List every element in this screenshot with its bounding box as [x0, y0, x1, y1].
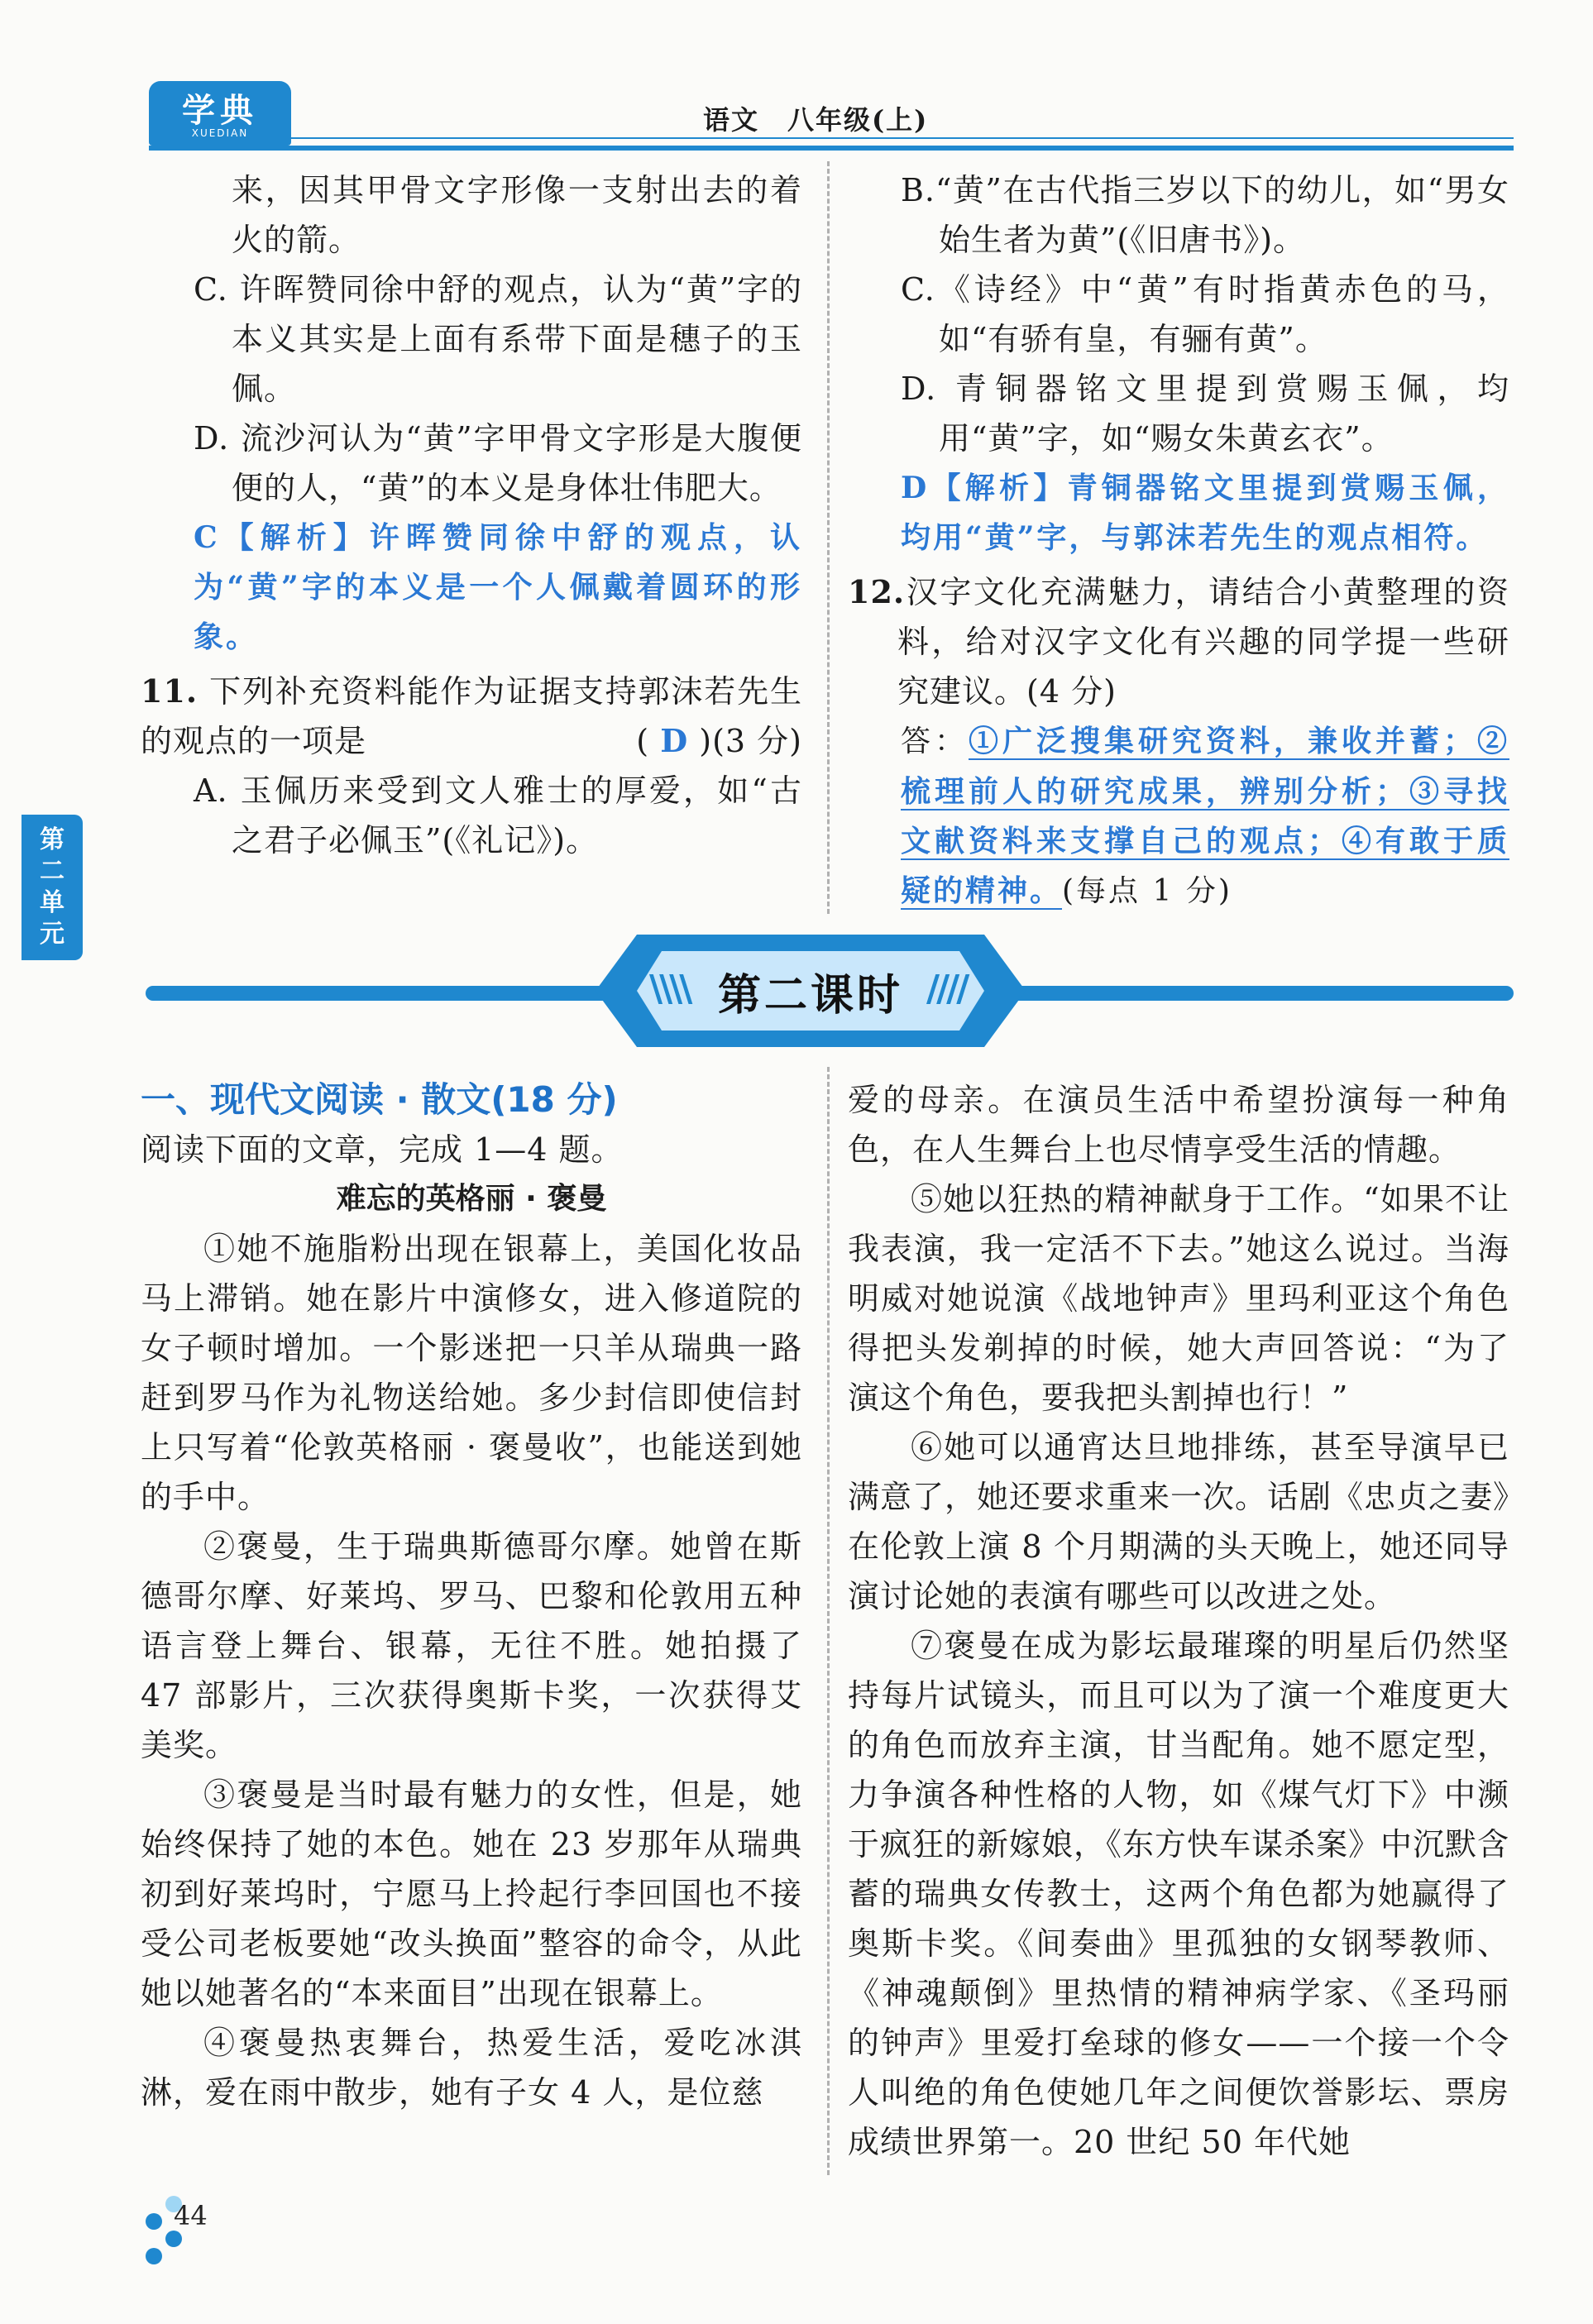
- page-number: 44: [174, 2200, 208, 2231]
- side-tab-char: 第: [40, 825, 65, 854]
- side-tab-char: 元: [40, 920, 65, 949]
- answer-explanation-11: D【解析】青铜器铭文里提到赏赐玉佩，均用“黄”字，与郭沫若先生的观点相符。: [901, 471, 1509, 555]
- score: )(3 分): [699, 723, 802, 759]
- article-paragraph-3: ③褒曼是当时最有魅力的女性，但是，她始终保持了她的本色。她在 23 岁那年从瑞典初到好莱坞时，宁愿马上拎起行李回国也不接受公司老板要她“改头换面”整容的命令，从此她以她著名的“本来面目”出现在银幕上。: [141, 1776, 802, 2011]
- continued-line: 来，因其甲骨文字形像一支射出去的着火的箭。: [232, 172, 802, 258]
- question-text: 汉字文化充满魅力，请结合小黄整理的资料，给对汉字文化有兴趣的同学提一些研究建议。(4 分): [897, 574, 1509, 710]
- column-divider: [827, 1067, 830, 2175]
- header-subject: 语文: [703, 104, 760, 136]
- option-d: D. 流沙河认为“黄”字甲骨文字形是大腹便便的人，“黄”的本义是身体壮伟肥大。: [194, 420, 802, 506]
- side-tab-char: 二: [40, 857, 65, 886]
- answer-letter: D: [660, 722, 689, 759]
- section-heading: 一、现代文阅读 · 散文(18 分): [141, 1079, 618, 1120]
- answer-text: ①广泛搜集研究资料，兼收并蓄；②梳理前人的研究成果，辨别分析；③寻找文献资料来支撑自己的观点；④有敢于质疑的精神。: [901, 724, 1509, 908]
- header-rule: [149, 146, 1514, 151]
- question-number: 11.: [141, 672, 199, 710]
- option-d: D. 青铜器铭文里提到赏赐玉佩，均用“黄”字，如“赐女朱黄玄衣”。: [901, 371, 1509, 457]
- header-grade: 八年级(上): [787, 104, 929, 136]
- option-c: C.《诗经》中“黄”有时指黄赤色的马，如“有骄有皇，有骊有黄”。: [901, 271, 1509, 357]
- top-right-column: [848, 165, 1509, 916]
- unit-side-tab: [22, 815, 83, 960]
- article-paragraph-6: ⑥她可以通宵达旦地排练，甚至导演早已满意了，她还要求重来一次。话剧《忠贞之妻》在伦敦上演 8 个月期满的头天晚上，她还同导演讨论她的表演有哪些可以改进之处。: [848, 1429, 1510, 1614]
- running-header: [703, 99, 928, 137]
- publisher-logo: [149, 81, 291, 146]
- article-paragraph-7: ⑦褒曼在成为影坛最璀璨的明星后仍然坚持每片试镜头，而且可以为了演一个难度更大的角色而放弃主演，甘当配角。她不愿定型，力争演各种性格的人物，如《煤气灯下》中濒于疯狂的新嫁娘，《东方快车谋杀案》中沉默含蓄的瑞典女传教士，这两个角色都为她赢得了奥斯卡奖。《间奏曲》里孤独的女钢琴教师、《神魂颠倒》里热情的精神病学家、《圣玛丽的钟声》里爱打垒球的修女——一个接一个令人叫绝的角色使她几年之间便饮誉影坛、票房成绩世界第一。20 世纪 50 年代她: [848, 1628, 1510, 2160]
- banner-decoration-right: ////: [926, 968, 967, 1010]
- question-text: 下列补充资料能作为证据支持郭沫若先生的观点的一项是: [141, 673, 802, 759]
- paren-open: (: [636, 723, 650, 759]
- article-title: 难忘的英格丽 · 褒曼: [336, 1182, 607, 1216]
- question-12: [848, 567, 1509, 716]
- article-paragraph-1: ①她不施脂粉出现在银幕上，美国化妆品马上滞销。她在影片中演修女，进入修道院的女子顿时增加。一个影迷把一只羊从瑞典一路赶到罗马作为礼物送给她。多少封信即使信封上只写着“伦敦英格丽 · 褒曼收”，也能送到她的手中。: [141, 1231, 802, 1515]
- question-number: 12.: [848, 573, 906, 610]
- banner-decoration-left: \\\\: [649, 968, 690, 1010]
- article-paragraph-4: ④褒曼热衷舞台，热爱生活，爱吃冰淇淋，爱在雨中散步，她有子女 4 人，是位慈: [141, 2025, 802, 2111]
- answer-blank: [636, 716, 802, 766]
- lesson-title: 第二课时: [717, 970, 903, 1021]
- answer-explanation-10: C【解析】许晖赞同徐中舒的观点，认为“黄”字的本义是一个人佩戴着圆环的形象。: [194, 520, 802, 654]
- article-paragraph-4-cont: 爱的母亲。在演员生活中希望扮演每一种角色，在人生舞台上也尽情享受生活的情趣。: [848, 1082, 1509, 1168]
- option-c: C. 许晖赞同徐中舒的观点，认为“黄”字的本义其实是上面有系带下面是穗子的玉佩。: [194, 271, 802, 407]
- article-paragraph-5: ⑤她以狂热的精神献身于工作。“如果不让我表演，我一定活不下去。”她这么说过。当海明威对她说演《战地钟声》里玛利亚这个角色得把头发剃掉的时候，她大声回答说：“为了演这个角色，要我把头割掉也行！”: [848, 1181, 1509, 1416]
- side-tab-char: 单: [40, 888, 65, 917]
- top-left-column: [141, 165, 802, 865]
- answer-label: 答：: [901, 724, 969, 758]
- instruction: 阅读下面的文章，完成 1—4 题。: [141, 1131, 624, 1168]
- bottom-right-column: [848, 1075, 1509, 2167]
- option-b: B.“黄”在古代指三岁以下的幼儿，如“男女始生者为黄”(《旧唐书》)。: [901, 172, 1509, 258]
- article-paragraph-2: ②褒曼，生于瑞典斯德哥尔摩。她曾在斯德哥尔摩、好莱坞、罗马、巴黎和伦敦用五种语言登上舞台、银幕，无往不胜。她拍摄了 47 部影片，三次获得奥斯卡奖，一次获得艾美奖。: [141, 1528, 802, 1763]
- answer-12: [848, 716, 1509, 916]
- column-divider: [827, 161, 830, 914]
- bottom-left-column: [141, 1075, 802, 2117]
- question-11: [141, 667, 802, 766]
- option-a: A. 玉佩历来受到文人雅士的厚爱，如“古之君子必佩玉”(《礼记》)。: [194, 772, 802, 858]
- logo-subtext: XUEDIAN: [191, 127, 249, 139]
- points-note: (每点 1 分): [1062, 874, 1232, 908]
- header-thin-rule: [291, 137, 1514, 139]
- logo-text: 学典: [182, 91, 258, 130]
